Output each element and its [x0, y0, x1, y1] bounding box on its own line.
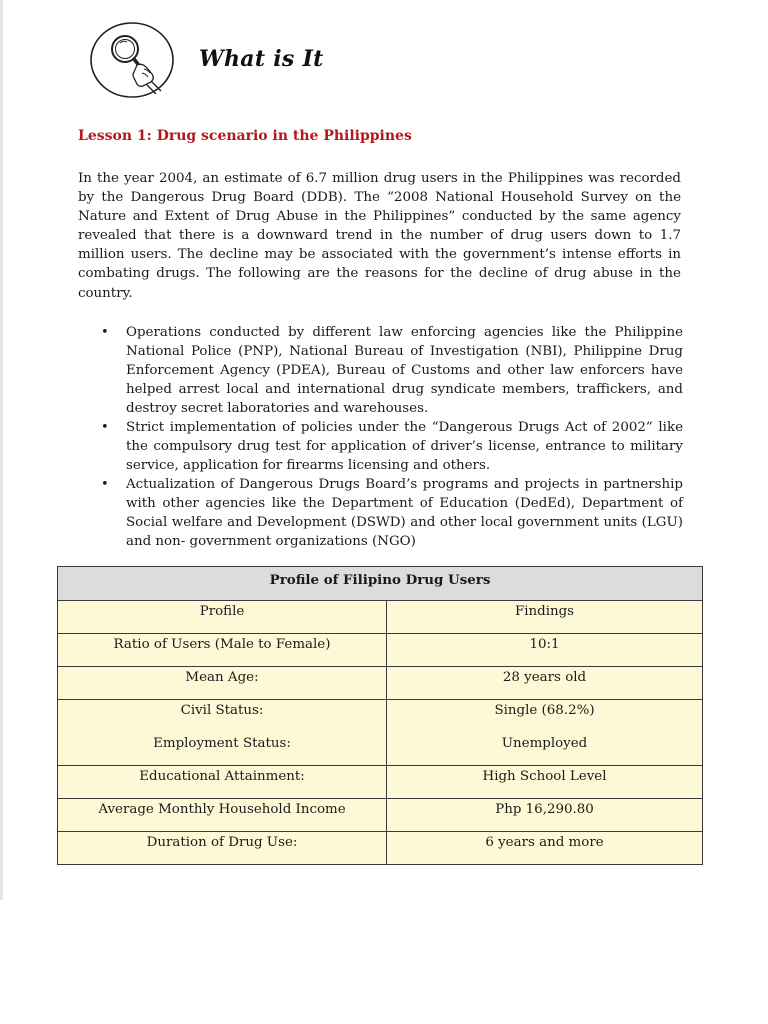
table-row: [58, 634, 702, 667]
table-caption: Profile of Filipino Drug Users: [58, 567, 702, 601]
intro-paragraph: In the year 2004, an estimate of 6.7 million drug users in the Philippines was recorded by the Dangerous Drug Board (DDB). The “2008 National Household Survey on the Nature and Extent of Drug Abuse in the Philippines” conducted by the same agency revealed that there is a downward trend in the number of drug users down to 1.7 million users. The decline may be associated with the government’s intense efforts in combating drugs. The following are the reasons for the decline of drug abuse in the country.: [78, 171, 681, 301]
profile-data-table: [58, 601, 702, 864]
table-row: [58, 766, 702, 799]
table-cell-finding: Unemployed: [387, 733, 703, 766]
list-item: [78, 418, 683, 475]
table-row: [58, 799, 702, 832]
table-cell-profile: Educational Attainment:: [58, 766, 387, 799]
table-cell-finding: 10:1: [387, 634, 703, 667]
lesson-title: Lesson 1: Drug scenario in the Philippines: [78, 128, 412, 144]
page-edge-shadow: [0, 0, 3, 900]
table-cell-profile: Employment Status:: [58, 733, 387, 766]
bullet-icon: •: [101, 420, 109, 435]
list-item-text: Actualization of Dangerous Drugs Board’s programs and projects in partnership with other agencies like the Department of Education (DedEd), Department of Social welfare and Development (DSWD) and other local government units (LGU) and non- government organizations (NGO): [126, 477, 683, 549]
table-row: [58, 700, 702, 733]
table-cell-profile: Civil Status:: [58, 700, 387, 733]
table-cell-finding: High School Level: [387, 766, 703, 799]
table-cell-profile: Duration of Drug Use:: [58, 832, 387, 865]
table-row: [58, 832, 702, 865]
table-row: [58, 733, 702, 766]
table-cell-finding: 28 years old: [387, 667, 703, 700]
list-item-text: Strict implementation of policies under the “Dangerous Drugs Act of 2002” like the compulsory drug test for application of driver’s license, entrance to military service, application for firearms licensing and others.: [126, 420, 683, 473]
reasons-list: [78, 323, 683, 551]
table-cell-finding: Single (68.2%): [387, 700, 703, 733]
list-item: [78, 475, 683, 551]
magnifying-glass-hand-icon: [89, 21, 175, 99]
table-cell-finding: Php 16,290.80: [387, 799, 703, 832]
bullet-icon: •: [101, 477, 109, 492]
table-cell-finding: 6 years and more: [387, 832, 703, 865]
bullet-icon: •: [101, 325, 109, 340]
column-header-profile: Profile: [58, 601, 387, 634]
list-item: [78, 323, 683, 418]
table-row: [58, 667, 702, 700]
profile-table: [57, 566, 703, 865]
table-cell-profile: Mean Age:: [58, 667, 387, 700]
column-header-findings: Findings: [387, 601, 703, 634]
list-item-text: Operations conducted by different law enforcing agencies like the Philippine National Police (PNP), National Bureau of Investigation (NBI), Philippine Drug Enforcement Agency (PDEA), Bureau of Customs and other law enforcers have helped arrest local and international drug syndicate members, traffickers, and destroy secret laboratories and warehouses.: [126, 325, 683, 416]
table-cell-profile: Average Monthly Household Income: [58, 799, 387, 832]
table-header-row: [58, 601, 702, 634]
table-cell-profile: Ratio of Users (Male to Female): [58, 634, 387, 667]
section-heading: What is It: [199, 46, 324, 72]
